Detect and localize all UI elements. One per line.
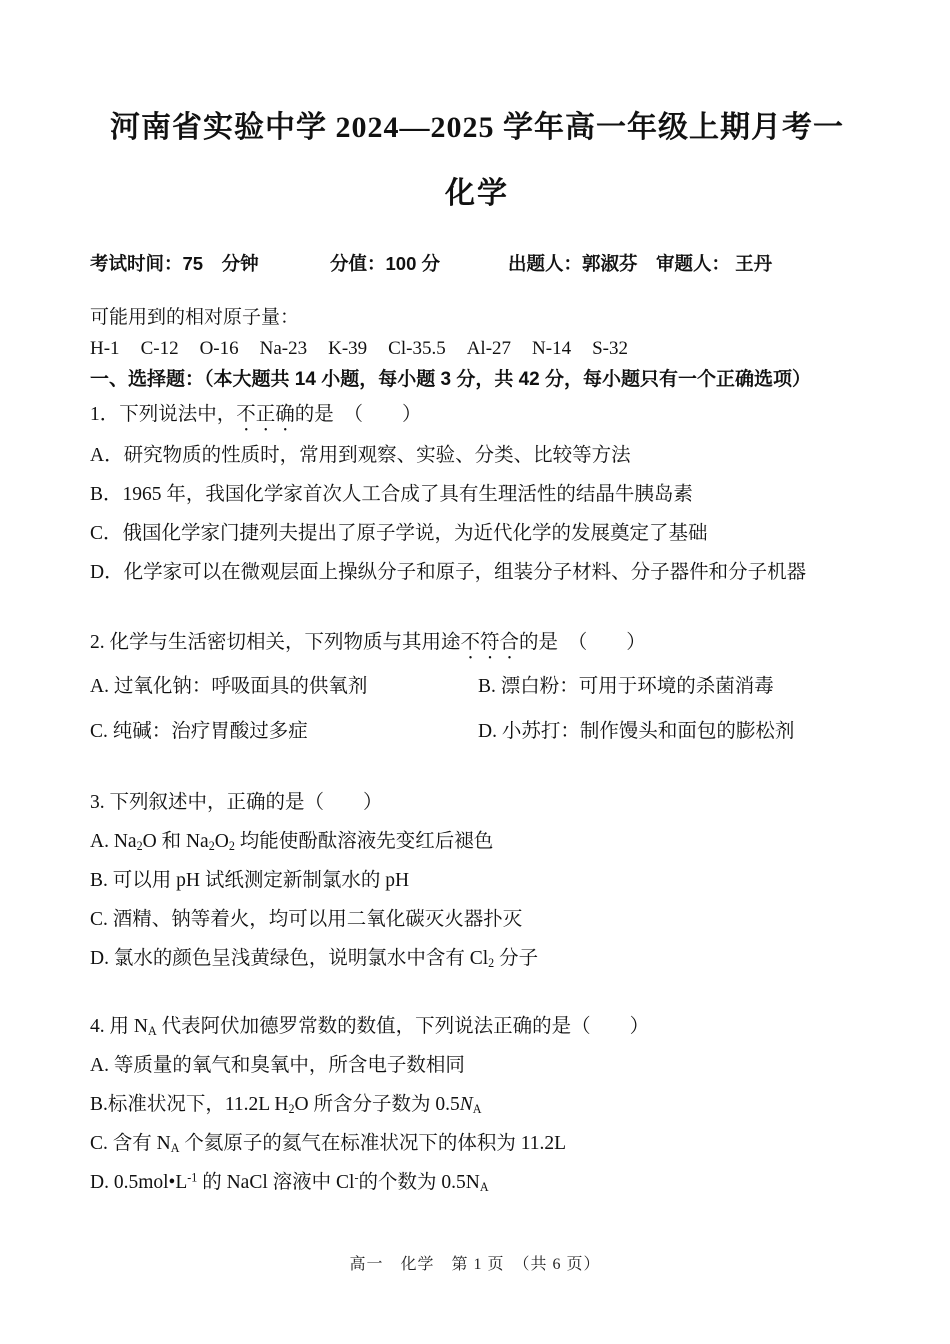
section-heading-multiple-choice: 一、选择题：（本大题共 14 小题，每小题 3 分，共 42 分，每小题只有一个正确选项） (90, 369, 812, 390)
question-1-option-d: D．化学家可以在微观层面上操纵分子和原子，组装分子材料、分子器件和分子机器 (90, 562, 807, 583)
page-subtitle: 化学 (445, 177, 509, 210)
question-1-option-a: A．研究物质的性质时，常用到观察、实验、分类、比较等方法 (90, 445, 631, 466)
page-footer: 高一 化学 第 1 页 （共 6 页） (349, 1256, 601, 1273)
question-3-option-d: D. 氯水的颜色呈浅黄绿色，说明氯水中含有 $Cl_2$ 分子 (90, 948, 539, 971)
question-4-stem: 4. 用 $N_A$ 代表阿伏加德罗常数的数值，下列说法正确的是（ ） (90, 1016, 650, 1039)
atomic-mass-s: S-32 (592, 338, 628, 359)
question-3 (90, 783, 864, 978)
atomic-mass-intro: 可能用到的相对原子量： (90, 307, 300, 328)
atomic-mass-n: N-14 (532, 338, 572, 359)
question-2-option-c: C. 纯碱：治疗胃酸过多症 (90, 721, 308, 742)
atomic-mass-c: C-12 (140, 338, 179, 359)
question-4-option-d: D. $0.5mol•L^{-1}$ 的 NaCl 溶液中 Cl-的个数为 $0.5N_A$ (90, 1170, 489, 1195)
question-2-options (90, 664, 864, 754)
exam-score: 分值：100 分 (330, 253, 441, 274)
question-2 (90, 621, 864, 754)
exam-reviewer: 审题人： 王丹 (656, 253, 773, 274)
question-3-option-b: B. 可以用 pH 试纸测定新制氯水的 pH (90, 870, 410, 891)
atomic-mass-na: Na-23 (259, 338, 308, 359)
question-1 (90, 395, 864, 592)
atomic-mass-list (90, 333, 864, 364)
question-3-option-c: C. 酒精、钠等着火，均可以用二氧化碳灭火器扑灭 (90, 909, 523, 930)
question-4-option-c: C. 含有 $N_A$ 个氦原子的氦气在标准状况下的体积为 11.2L (90, 1133, 567, 1156)
atomic-mass-cl: Cl-35.5 (388, 338, 446, 359)
question-3-stem: 3. 下列叙述中，正确的是（ ） (90, 792, 383, 813)
question-1-option-b: B．1965 年，我国化学家首次人工合成了具有生理活性的结晶牛胰岛素 (90, 484, 693, 505)
question-4-option-a: A. 等质量的氧气和臭氧中，所含电子数相同 (90, 1055, 465, 1076)
question-2-option-b: B. 漂白粉：可用于环境的杀菌消毒 (478, 676, 774, 697)
exam-duration: 考试时间：75 分钟 (90, 253, 259, 274)
question-2-option-a: A. 过氧化钠：呼吸面具的供氧剂 (90, 676, 368, 697)
atomic-mass-h: H-1 (90, 338, 120, 359)
question-1-option-c: C．俄国化学家门捷列夫提出了原子学说，为近代化学的发展奠定了基础 (90, 523, 708, 544)
question-3-option-a: A. $Na_2O$ 和 $Na_2O_2$ 均能使酚酞溶液先变红后褪色 (90, 831, 494, 854)
question-1-stem: 1．下列说法中，不正确的是 （ ） (90, 404, 422, 425)
page-title: 河南省实验中学 2024—2025 学年高一年级上期月考一 (110, 111, 844, 144)
exam-setter: 出题人：郭淑芬 (508, 253, 638, 274)
exam-info-row (90, 252, 864, 276)
atomic-mass-o: O-16 (199, 338, 239, 359)
atomic-mass-al: Al-27 (466, 338, 512, 359)
question-2-option-d: D. 小苏打：制作馒头和面包的膨松剂 (478, 721, 795, 742)
question-4 (90, 1007, 864, 1202)
question-2-stem: 2. 化学与生活密切相关，下列物质与其用途不符合的是 （ ） (90, 632, 646, 653)
atomic-mass-k: K-39 (328, 338, 368, 359)
question-4-option-b: B.标准状况下，11.2L $H_2O$ 所含分子数为 $0.5N_A$ (90, 1094, 482, 1117)
